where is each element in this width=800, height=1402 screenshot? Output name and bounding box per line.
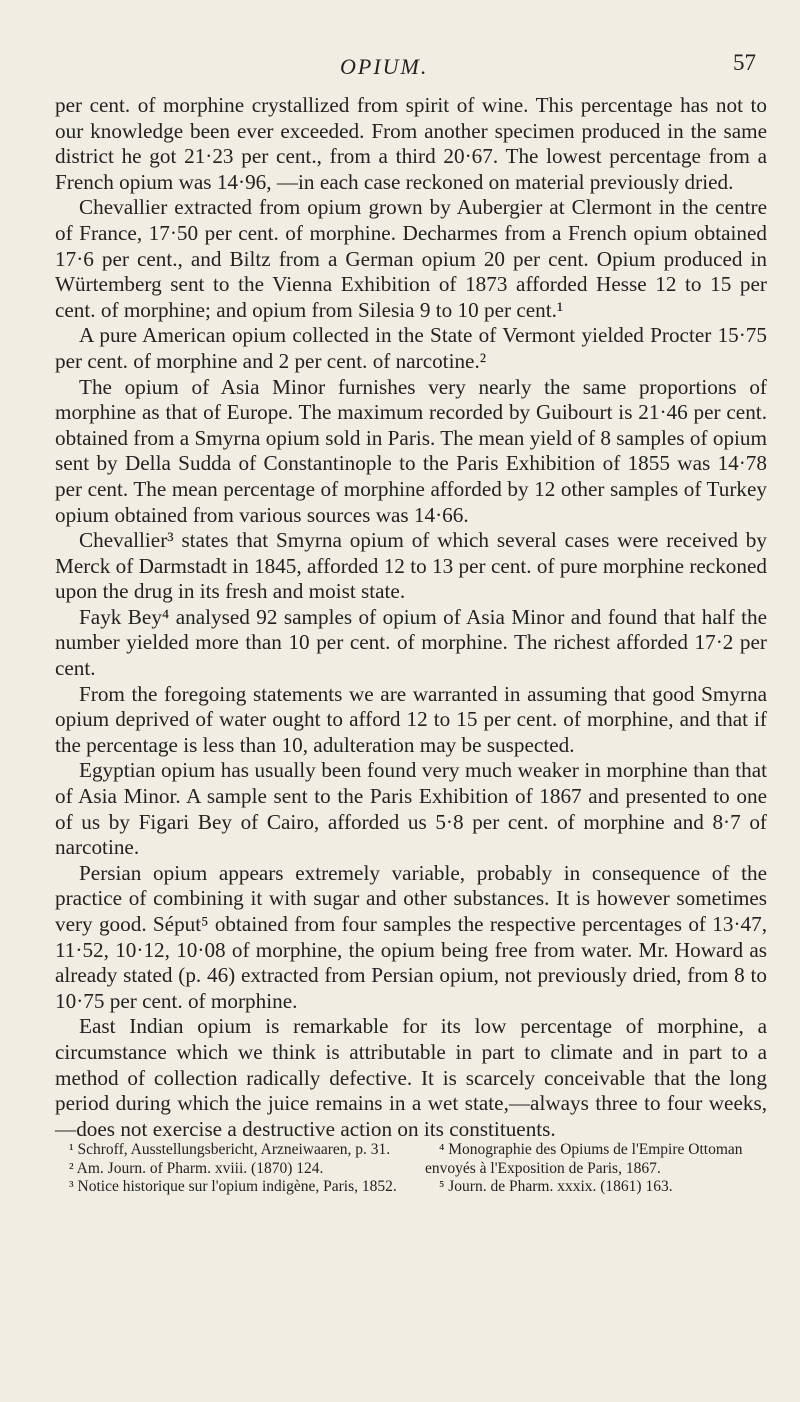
footnote: ³ Notice historique sur l'opium indigène, Paris, 1852. xyxy=(69,1178,397,1195)
body-text xyxy=(55,93,767,1142)
paragraph: The opium of Asia Minor furnishes very nearly the same proportions of morphine as that of Europe. The maximum recorded by Guibourt is 21·46 per cent. obtained from a Smyrna opium sold in Paris. The mean yield of 8 samples of opium sent by Della Sudda of Constantinople to the Paris Exhibition of 1855 was 14·78 per cent. The mean percentage of morphine afforded by 12 other samples of Turkey opium obtained from various sources was 14·66. xyxy=(55,374,767,527)
paragraph: Persian opium appears extremely variable, probably in consequence of the practice of combining it with sugar and other substances. It is however sometimes very good. Séput⁵ obtained from four samples the respective percentages of 13·47, 11·52, 10·12, 10·08 of morphine, the opium being free from water. Mr. Howard as already stated (p. 46) extracted from Persian opium, not previously dried, from 8 to 10·75 per cent. of morphine. xyxy=(55,860,767,1013)
paragraph: per cent. of morphine crystallized from spirit of wine. This percentage has not to our knowledge been ever exceeded. From another specimen produced in the same district he got 21·23 per cent., from a third 20·67. The lowest percentage from a French opium was 14·96, —in each case reckoned on material previously dried. xyxy=(55,93,767,194)
running-title: OPIUM. xyxy=(340,54,429,79)
paragraph: From the foregoing statements we are warranted in assuming that good Smyrna opium deprived of water ought to afford 12 to 15 per cent. of morphine, and that if the percentage is less than 10, adulteration may be suspected. xyxy=(55,681,767,757)
paragraph: Fayk Bey⁴ analysed 92 samples of opium of Asia Minor and found that half the number yielded more than 10 per cent. of morphine. The richest afforded 17·2 per cent. xyxy=(55,604,767,681)
page-header xyxy=(0,50,800,90)
paragraph: Egyptian opium has usually been found very much weaker in morphine than that of Asia Minor. A sample sent to the Paris Exhibition of 1867 and presented to one of us by Figari Bey of Cairo, afforded us 5·8 per cent. of morphine and 8·7 of narcotine. xyxy=(55,758,767,860)
footnote: ¹ Schroff, Ausstellungsbericht, Arzneiwaaren, p. 31. xyxy=(69,1141,391,1158)
paragraph: Chevallier³ states that Smyrna opium of which several cases were received by Merck of Darmstadt in 1845, afforded 12 to 13 per cent. of pure morphine reckoned upon the drug in its fresh and moist state. xyxy=(55,528,767,604)
footnote: ² Am. Journ. of Pharm. xviii. (1870) 124. xyxy=(69,1159,324,1177)
paragraph: East Indian opium is remarkable for its low percentage of morphine, a circumstance which we think is attributable in part to climate and in part to a method of collection radically defective. It is scarcely conceivable that the long period during which the juice remains in a wet state,—always three to four weeks,—does not exercise a destructive action on its constituents. xyxy=(55,1014,767,1141)
page-number: 57 xyxy=(733,50,756,75)
footnotes-right-column xyxy=(425,1141,767,1197)
footnotes xyxy=(55,1141,767,1197)
footnote: ⁵ Journ. de Pharm. xxxix. (1861) 163. xyxy=(439,1178,673,1195)
footnote: ⁴ Monographie des Opiums de l'Empire Ottoman envoyés à l'Exposition de Paris, 1867. xyxy=(425,1141,743,1177)
paragraph: A pure American opium collected in the State of Vermont yielded Procter 15·75 per cent. of morphine and 2 per cent. of narcotine.² xyxy=(55,323,767,373)
paragraph: Chevallier extracted from opium grown by Aubergier at Clermont in the centre of France, 17·50 per cent. of morphine. Decharmes from a French opium obtained 17·6 per cent., and Biltz from a German opium 20 per cent. Opium produced in Würtemberg sent to the Vienna Exhibition of 1873 afforded Hesse 12 to 15 per cent. of morphine; and opium from Silesia 9 to 10 per cent.¹ xyxy=(55,195,767,322)
footnotes-left-column xyxy=(55,1141,397,1197)
